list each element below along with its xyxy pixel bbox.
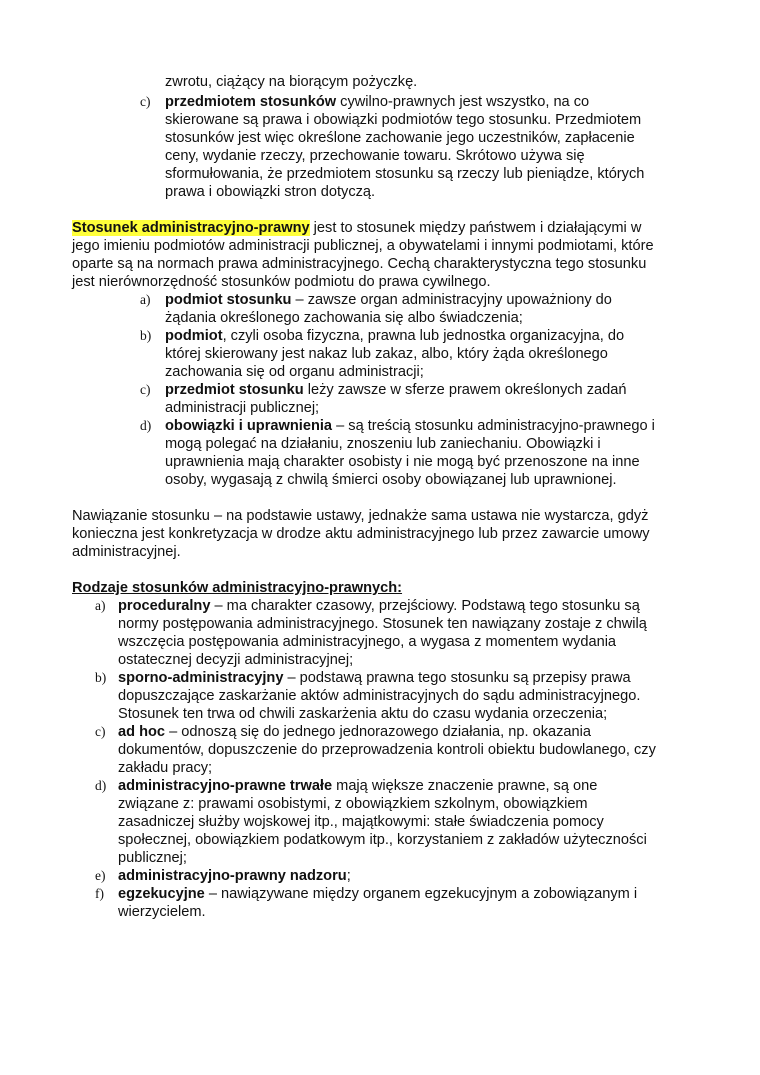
list-marker: b) xyxy=(95,670,107,685)
list-marker: c) xyxy=(140,94,151,109)
paragraph-line: jest nierównorzędność stosunków podmiotu do prawa cywilnego. xyxy=(72,274,491,290)
list-item-text: ad hoc – odnoszą się do jednego jednorazowego działania, np. okazania xyxy=(118,724,591,740)
list-item-text: proceduralny – ma charakter czasowy, przejściowy. Podstawą tego stosunku są xyxy=(118,598,640,614)
list-item-text: zachowania się od organu administracji; xyxy=(165,364,424,380)
paragraph-line: jego imieniu podmiotów administracji publicznej, a obywatelami i innymi podmiotami, które xyxy=(72,238,654,254)
list-item-text: żądania określonego zachowania się albo świadczenia; xyxy=(165,310,523,326)
list-continuation: zwrotu, ciążący na biorącym pożyczkę. xyxy=(165,74,418,90)
list-item-text: zasadniczej służby wojskowej itp., majątkowymi: stałe świadczenia pomocy xyxy=(118,814,604,830)
paragraph-line: Stosunek administracyjno-prawny jest to stosunek między państwem i działającymi w xyxy=(72,220,642,236)
list-item-text: skierowane są prawa i obowiązki podmiotów tego stosunku. Przedmiotem xyxy=(165,112,642,128)
paragraph-line: oparte są na normach prawa administracyjnego. Cechą charakterystyczna tego stosunku xyxy=(72,256,647,272)
list-item-text: związane z: prawami osobistymi, z obowiązkiem szkolnym, obowiązkiem xyxy=(118,796,588,812)
term: administracyjno-prawny nadzoru xyxy=(118,868,347,884)
list-item-text: normy postępowania administracyjnego. Stosunek ten nawiązany zostaje z chwilą xyxy=(118,616,647,632)
list-item-text: osoby, wygasają z chwilą śmierci osoby obowiązanej lub uprawnionej. xyxy=(165,472,617,488)
term: ad hoc xyxy=(118,724,166,740)
term: obowiązki i uprawnienia xyxy=(165,418,333,434)
list-item-text: publicznej; xyxy=(118,850,187,866)
list-marker: c) xyxy=(95,724,106,739)
term: podmiot xyxy=(165,328,223,344)
list-item-text: społecznej, obowiązkiem podatkowym itp., korzystaniem z zakładów użyteczności xyxy=(118,832,647,848)
list-item-text: Stosunek ten trwa od chwili zaskarżenia aktu do czasu wydania orzeczenia; xyxy=(118,706,608,722)
list-marker: b) xyxy=(140,328,152,343)
list-item-text: prawa i obowiązki stron dotyczą. xyxy=(165,184,376,200)
list-item-text: której skierowany jest nakaz lub zakaz, albo, który żąda określonego xyxy=(165,346,608,362)
list-item-text: zakładu pracy; xyxy=(118,760,213,776)
list-item-text: administracji publicznej; xyxy=(165,400,320,416)
list-item-text: wierzycielem. xyxy=(118,904,206,920)
list-item-text: stosunków jest więc określone zachowanie jego uczestników, zapłacenie xyxy=(165,130,635,146)
list-item-text: obowiązki i uprawnienia – są treścią stosunku administracyjno-prawnego i xyxy=(165,418,655,434)
list-item-text: administracyjno-prawny nadzoru; xyxy=(118,868,351,884)
section-heading: Rodzaje stosunków administracyjno-prawnych: xyxy=(72,580,403,596)
list-marker: a) xyxy=(140,292,151,307)
list-item-text: administracyjno-prawne trwałe mają większe znaczenie prawne, są one xyxy=(118,778,598,794)
term: egzekucyjne xyxy=(118,886,205,902)
term: sporno-administracyjny xyxy=(118,670,284,686)
list-item-text: wszczęcia postępowania administracyjnego, a wygasa z momentem wydania xyxy=(118,634,617,650)
list-marker: a) xyxy=(95,598,106,613)
list-item-text: podmiot, czyli osoba fizyczna, prawna lub jednostka organizacyjna, do xyxy=(165,328,625,344)
highlighted-term: Stosunek administracyjno-prawny xyxy=(72,220,310,236)
list-item-text: sporno-administracyjny – podstawą prawna tego stosunku są przepisy prawa xyxy=(118,670,631,686)
term: przedmiot stosunku xyxy=(165,382,304,398)
list-marker: f) xyxy=(95,886,104,901)
list-marker: d) xyxy=(95,778,107,793)
paragraph-line: konieczna jest konkretyzacja w drodze aktu administracyjnego lub przez zawarcie umowy xyxy=(72,526,650,542)
list-item-text: przedmiotem stosunków cywilno-prawnych jest wszystko, na co xyxy=(165,94,590,110)
list-item-text: dokumentów, dopuszczenie do przeprowadzenia kontroli obiektu budowlanego, czy xyxy=(118,742,656,758)
list-item-text: sformułowania, że przedmiotem stosunku są rzeczy lub pieniądze, których xyxy=(165,166,645,182)
list-marker: d) xyxy=(140,418,152,433)
list-marker: c) xyxy=(140,382,151,397)
list-marker: e) xyxy=(95,868,106,883)
list-item-text: ostatecznej decyzji administracyjnej; xyxy=(118,652,354,668)
paragraph-line: administracyjnej. xyxy=(72,544,181,560)
paragraph-line: Nawiązanie stosunku – na podstawie ustawy, jednakże sama ustawa nie wystarcza, gdyż xyxy=(72,508,649,524)
term: przedmiotem stosunków xyxy=(165,94,337,110)
list-item-text: mogą polegać na działaniu, znoszeniu lub zaniechaniu. Obowiązki i xyxy=(165,436,601,452)
list-item-text: podmiot stosunku – zawsze organ administracyjny upoważniony do xyxy=(165,292,612,308)
list-item-text: egzekucyjne – nawiązywane między organem egzekucyjnym a zobowiązanym i xyxy=(118,886,638,902)
term: proceduralny xyxy=(118,598,211,614)
term: podmiot stosunku xyxy=(165,292,292,308)
term: administracyjno-prawne trwałe xyxy=(118,778,333,794)
list-item-text: dopuszczające zaskarżanie aktów administracyjnych do sądu administracyjnego. xyxy=(118,688,641,704)
list-item-text: ceny, wydanie rzeczy, przechowanie towaru. Skrótowo używa się xyxy=(165,148,585,164)
list-item-text: uprawnienia mają charakter osobisty i nie mogą być przenoszone na inne xyxy=(165,454,640,470)
list-item-text: przedmiot stosunku leży zawsze w sferze prawem określonych zadań xyxy=(165,382,627,398)
